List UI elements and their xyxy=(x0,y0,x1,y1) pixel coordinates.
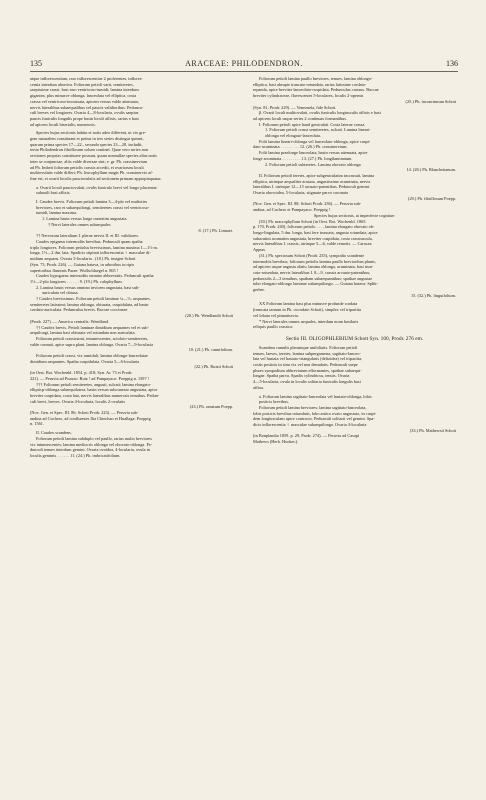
text-line: cordato-auriculata. Pedunculus brevis. Baccae coccineae xyxy=(30,307,128,313)
text-line: superioribus fluminis Parae: Wullschlaegel n. 865 ! xyxy=(30,267,119,273)
text-line: culi brevi, breves. Ovaria 4-locularia, loculis 2-ovulatis xyxy=(30,398,126,404)
text-line: lateralibus I. utrinque 12—15 arcuato-patentibus. Pedunculi gemini. xyxy=(253,184,371,190)
text-line: tertia Philodendron fibrillosum solum continet. Quae vero series non xyxy=(30,147,149,153)
text-line: internodiis brevibus; foliorum petiolis lamina paullo brevioribus planis, xyxy=(253,258,376,264)
text-line: subaxili basi affixis. xyxy=(36,190,71,196)
text-line: ad apicem usque angusta alatis; lamina oblonga, acuminata, basi trun- xyxy=(253,264,374,270)
text-line: inter se conjunctae, aliis valde diversae sint; e. gr. Ph. crassinervium xyxy=(30,158,148,164)
text-line: Foliorum petioli lamina paullo breviores, tenues; lamina oblongo- xyxy=(259,76,373,81)
text-line: quarum prima species 17—22., secunda species 23—28. includit, xyxy=(30,141,143,147)
text-line: lobis posticis brevibus rotundatis, lobo antico ovato angustato, in cuspi- xyxy=(253,410,377,416)
text-line: auriculata vel obtusa. xyxy=(42,290,79,296)
text-line: paucis funiculis longulis prope basin loculi affixis, rarius e basi xyxy=(30,115,139,121)
text-line: (31.) Ph. speciosum Schott (Prodr. 235), sympodio scandente xyxy=(259,252,365,258)
text-line: dato-acuminata . . . . . . . . . 12. (26.) Ph. crassinervium. xyxy=(253,144,348,150)
text-line: †† Caudex brevis. Petioli laminae dimidium aequantes vel et sub- xyxy=(36,324,149,330)
species-name: 14. (28.) Ph. Blanchetianum. xyxy=(406,167,456,173)
text-line: andina, ad Cuchero et Pampayaco: Poeppig ! xyxy=(253,207,331,213)
text-line: Species hujus sectionis habitu et notis adeo different, ut vix gre- xyxy=(36,130,147,136)
text-line: ad apicem loculi biserialis, numerosis. xyxy=(30,121,96,127)
text-line: reliquis paullo crassior. xyxy=(253,324,293,330)
text-line: ad apicem loculi usque series 2 continuas formantibus. xyxy=(253,115,348,121)
text-line: Mathews (Herb. Hooker.). xyxy=(253,439,299,445)
text-line: aequilongi, lamina basi obtusata vel rotundata non auriculata. xyxy=(30,330,136,336)
text-line: breviter cuspidata, costa lata, nervis lateralibus numerosis tenuibus. Pedun- xyxy=(30,392,160,398)
text-line: elliptica, utrinque aequaliter acutata, angustissime acuminata, nervis xyxy=(253,178,371,184)
page-number-left: 135 xyxy=(30,59,42,68)
text-line: II. Foliorum petioli teretes, apice subgeniculatim incrassati, lamina xyxy=(259,172,375,178)
text-line: (30.) Ph. macrophyllum Schott (in Oest. Bot. Wochenbl. 1865. xyxy=(259,218,367,224)
text-line: atque inflorescentiam, raro inflorescentiae 2 proferentes, inflores- xyxy=(30,76,143,81)
right-column xyxy=(253,76,456,445)
text-line: (Syn. 73, Prodr. 226). — Guiana batava, in arboribus in ripis xyxy=(30,261,135,267)
text-line: (in Bonplandia 1859. p. 29, Prodr. 274). — Peruvia ad Casapi xyxy=(253,433,360,439)
text-line: Foliorum petioli lamina subduplo vel paullo, rarius multo breviores xyxy=(36,435,152,441)
text-line: dimidium aequantes. Spatha cuspidulata. Ovaria 5—6-locularia xyxy=(30,358,140,364)
text-line: posticis brevibus. xyxy=(259,399,290,405)
header-rule xyxy=(30,71,458,72)
text-line: Caudex epigaeus internodiis brevibus. Pedunculi quam spatha xyxy=(36,238,143,244)
text-line: Species hujus sectionis, at imperfecte cognitae: xyxy=(313,212,396,218)
text-line: pedunculis 2—3 tenuibus, spatham subaequantibus; spathae angustae xyxy=(253,275,373,281)
text-line: II. Caudex scandens. xyxy=(36,430,72,436)
text-line: †† Nervorum lateralium I. plerae nervis II. et III. validiores. xyxy=(36,233,139,239)
text-line: 221). — Peruvia ad Pozuzo: Ruiz ! ad Pampayaco: Poeppig n. 1397 ! xyxy=(30,375,150,381)
section-heading: Sectio III. OLIGOPHLEBIUM Schott Syn. 100, Prodr. 276 em. xyxy=(285,335,424,342)
species-name: 8. (17.) Ph. Linnaei. xyxy=(198,227,233,233)
text-line: oblonga vel elongato-lanceolata. xyxy=(265,133,321,139)
text-line: breviter cylindraceae, flavescentes 5-loculares, loculis 2-opernis xyxy=(253,93,364,99)
text-line: loculis geminis . . . . . . 11. (24.) Ph. imbricatifolium. xyxy=(30,453,121,458)
text-line: XX Foliorum lamina basi plus minusve profunde cordata xyxy=(259,301,358,307)
species-name: (23.) Ph. ornatum Poepp. xyxy=(189,404,233,410)
text-line: 2. Foliorum petioli subteretes. Lamina obovato oblonga xyxy=(265,161,361,167)
text-line: gigantea, plus minusve oblonga, lanceolata vel elliptica, costa xyxy=(30,93,137,99)
page-number-right: 136 xyxy=(446,59,458,68)
text-line: 1. Lamina basin versus longe cuneatim angustata. xyxy=(42,216,128,222)
left-column xyxy=(30,76,233,459)
text-line: elliptica, basi abrupte truncato-rotundata, rarius latissime cordato- xyxy=(253,81,367,87)
species-name: (33.) Ph. Mathewsii Schott xyxy=(409,427,456,433)
text-line: (Nov. Gen. et Spec. III. 88; Schott Prodr. 236). — Peruvia sub- xyxy=(253,201,362,207)
text-line: crassa vel ventricoso-incrassata, apicem versus valde attenuata, xyxy=(30,98,139,104)
species-name: 15. (32.) Ph. linguifolium. xyxy=(411,292,456,298)
text-line: Appun. xyxy=(253,247,266,253)
text-line: multiovulatis valde differt; Ph. leucophyllum magis Ph. crassinervio af- xyxy=(30,170,154,176)
text-line: affixa. xyxy=(253,384,265,390)
text-line: 2. Lamina basin versus omnino invicem angustata, basi sub- xyxy=(36,284,140,290)
text-line: † Nervi laterales omnes subaequales xyxy=(48,221,111,227)
text-line: midium aequans. Ovaria 5-locularia . (18.) Ph. insigne Schott xyxy=(30,256,136,262)
text-line: † Caudex brevissimus. Foliorum petioli laminae ¼—⅓, aequantes, xyxy=(36,296,151,302)
text-line: andina ad Cuchero, ad confluentes Ilia Chinchao et Huallaga: Poeppig xyxy=(30,415,151,421)
text-line: tumidi, lamina maxima. xyxy=(36,210,78,216)
text-line: costis postiois in sinu vix vel non denudatis. Pedunculi saepe xyxy=(253,362,358,368)
text-line: dunculi tenues interdum gemini. Ovaria ovoidea, 4-locularia, ovula in xyxy=(30,447,150,453)
text-line: gem naturalem constituant et potius in tres series distingui queant, xyxy=(30,136,144,142)
text-line: nervis lateralibus I. crassis, utrinque 5—6, valde remotis. — Caracas: xyxy=(253,241,373,247)
text-line: dicis inflorescentia ♀ masculae subaequilonga. Ovaria 4-locularia xyxy=(253,422,367,428)
text-line: p. 170, Prodr. 240), foliorum petiolo . . . , lamina elongato obovato ob- xyxy=(253,224,375,230)
text-line: longo-lingulata, 5 dm. longa, basi fere truncata, angusto rotundata, apice xyxy=(253,229,378,235)
species-name: (25.) Ph. inconcinnum Schott xyxy=(405,98,456,104)
text-line: (Prodr. 227). — America centralis: Wendland. xyxy=(30,318,110,324)
text-line: I. Caudex brevis. Foliorum petioli lamina 3—4-plo vel multoties xyxy=(36,199,148,205)
text-line: fine est, et ovarii loculis pauciovulatis ad sectionem primam appropinquatur. xyxy=(30,175,162,181)
text-line: 4—5-locularia; ovula in loculis solitaria funiculis longulis basi xyxy=(253,379,361,385)
text-line: * Nervi laterales omnes aequales, interdum nonn basilaris xyxy=(259,318,359,324)
text-line: longe acuminata . . . . . . . . . 13. (27.) Ph. longilaminatum. xyxy=(253,155,353,161)
text-line: n. 1561. xyxy=(30,421,44,427)
text-line: tubo elongato-oblongo laminae subaequilongo. — Guiana batava: Splitt- xyxy=(253,281,379,287)
text-line: Scandens ramulis plerumque unifoliatis. Foliorum petioli xyxy=(259,344,358,350)
text-line: Folii lamina praelonge lanceolata, basin versus attenuata, apice xyxy=(259,150,368,156)
text-line: I. Foliorum petioli apice haud geniculati. Costa laterae crassa. xyxy=(259,121,366,127)
text-line: (truncata tantum in Ph. cicordato Schott), simplex vel tripartita xyxy=(253,307,361,313)
text-line: plures sympodium abbreviatum efformantes, spathae subaequi- xyxy=(253,367,362,373)
text-line: Foliorum petioli crassi, vix tumiduli, lamina oblongo-lanceolatae xyxy=(36,353,148,359)
text-line: ad Ph. Imbeii foliorum petiolis crassis accedit, et ovariorum loculi xyxy=(30,164,144,170)
text-line: vel lobata vel pinnatisecta. xyxy=(253,312,299,318)
text-line: Caudex hypogaeus internodiis omnino abbreviatis. Pedunculi spatha xyxy=(36,273,154,279)
text-line: sectiones proprias constituere possunt, quum nonnullae species alias notis xyxy=(30,153,157,159)
text-line: Folii lamina lineari-oblonga vel lanceolato-oblonga, apice cuspi- xyxy=(259,138,371,144)
text-line: tenues, laeves, teretes; lamina subpergamena, sagittato-lanceo- xyxy=(253,350,361,356)
text-line: longa, 1½—2 dm. lata. Spadicis stipitati inflorescentia ♀ masculae di- xyxy=(30,250,151,256)
text-line: ellipticp-oblonga subaequilatera, basin versus subcuneato angustata, apice xyxy=(30,387,158,393)
running-header xyxy=(30,58,458,70)
species-name: 10. (21.) Ph. cannifolium. xyxy=(188,347,233,353)
species-name: (20.) Ph. Wendlandii Schott xyxy=(185,313,233,319)
text-line: longae. Spatha parva. Spadix cylindricus, tenuis. Ovaria xyxy=(253,373,350,379)
text-line: a. Foliorum lamina sagittato-lanceolata vel hastato-oblonga, lobis xyxy=(259,393,372,399)
text-line: 1½—2-plo longiores . . . . . . 9. (19.) Ph. calophyllum. xyxy=(30,278,123,284)
text-line: triplo longiores. Foliorum petiolus brevissimus, lamina maxima 1—1½ m. xyxy=(30,244,158,250)
text-line: semiteretes latissimi; lamina oblonga, obtusata, cuspidulata, ad basin xyxy=(30,301,149,307)
text-line: gerber. xyxy=(253,287,265,293)
text-line: 1. Foliorum petioli crassi semiteretes, sulcati. Lamina lineari- xyxy=(265,127,371,133)
text-line: Ovaria obovoidea, 5-locularia, stigmate parvo coronata xyxy=(253,190,348,196)
text-line: valde connati, apice supra plani, lamina oblonga. Ovaria 7—9-locularia xyxy=(30,341,154,347)
text-line: lata vel hastata vel hastato-triangularis (deltoidea) vel tripartita, xyxy=(253,356,363,362)
text-line: Foliorum petioli crassissimi, intumescentes, acioloto-semiteretes, xyxy=(36,335,149,341)
species-name: (29.) Ph. fibrillosum Poepp. xyxy=(408,195,456,201)
text-line: nervis lateralibus subaequalibus vel paucis validioribus. Peduncu- xyxy=(30,104,144,110)
text-line: subacutim acumatim angustata, breviter cuspidata, costa crassiuscula, xyxy=(253,235,373,241)
text-line: breviores, raro et subaequilongi, semiteretes crassi vel ventricoso- xyxy=(36,204,150,210)
text-line: dem longiusculam apice contracto. Pedunculi solitarii vel gemini. Spa- xyxy=(253,416,375,422)
running-title: ARACEAE: PHILODENDRON. xyxy=(185,59,303,68)
text-line: a. Ovarii loculi pauciovulati, ovulis funiculo brevi vel longo placentae xyxy=(36,184,157,190)
text-line: vix intumescentes; lamina mediocris oblonga vel obovato-oblonga. Pe- xyxy=(30,441,153,447)
text-line: culi breves vel longiores. Ovaria 4—8-locularia, ovulis saepius xyxy=(30,110,139,116)
species-name: (22.) Ph. Ruizii Schott xyxy=(194,364,233,370)
text-line: saepissime crassi, basi raro ventricoso-tumidi; lamina interdum xyxy=(30,87,139,93)
text-line: repanda, apice breviter lanceolato-cuspidata. Pedunculus crassus. Baccae xyxy=(253,87,379,93)
text-line: [Nov. Gen. et Spec. III. 86; Schott Prodr. 223). — Peruvia sub- xyxy=(30,410,139,416)
text-line: β. Ovarii loculi multiovulati, ovulis funiculis longiusculis affixis e basi xyxy=(259,110,381,116)
text-line: ††† Foliorum petioli semiteretes, angusti, sulcati; lamina elongato- xyxy=(36,381,152,387)
text-line: cato-rotundata, nervis lateralibus I. 8—9, crassis arcuato-patentibus; xyxy=(253,269,371,275)
text-line: (in Oest. Bot. Wochenbl. 1854. p. 418; Syn. Ar. 73 et Prodr. xyxy=(30,370,133,376)
text-line: (Syn. 81, Prodr. 229). — Venezuela, fide Schott. xyxy=(253,104,337,110)
text-line: Foliorum petioli lamina breviores; lamina sagittato-lanceolata, xyxy=(259,404,367,410)
text-line: centia interdum abortiva. Foliorum petioli varii, semiteretes, xyxy=(30,81,134,87)
